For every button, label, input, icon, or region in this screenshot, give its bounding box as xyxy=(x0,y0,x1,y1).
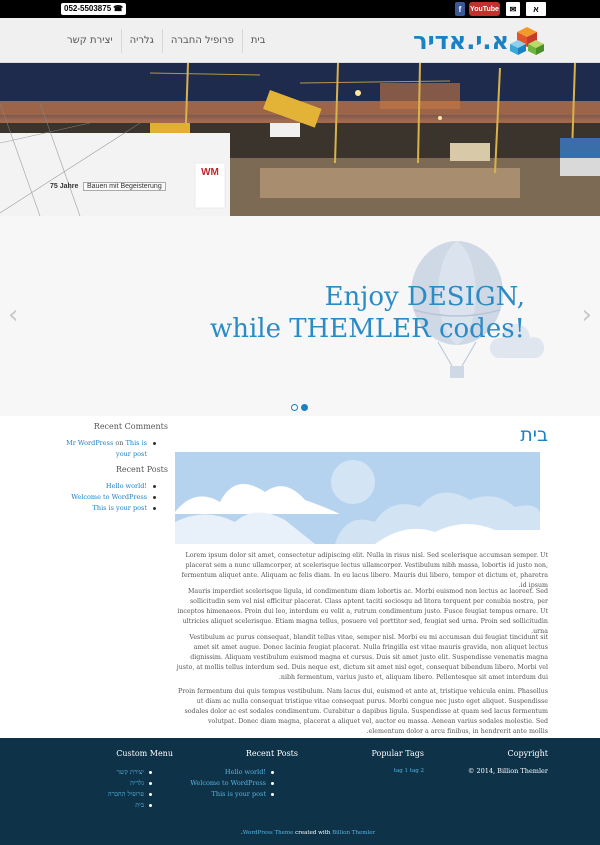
paragraph-1: Lorem ipsum dolor sit amet, consectetur adipiscing elit. Nulla in risus nisl. Sed scelerisque accumsan semper. Ut placerat sem a nunc ullamcorper, at scelerisque lectus ullamcorper. Vestibulum nibh massa, lobortis id justo non, fermentum aliquet ante. Aliquam ac felis diam. In eu lacus libero. Mauris dui libero, tempor et dictum et, pharetra id ipsum. xyxy=(181,552,548,589)
construction-scene xyxy=(0,63,600,216)
footer-post-link[interactable]: Hello world! xyxy=(190,767,266,778)
phone-text: 052-5503875 xyxy=(64,4,112,13)
balloon-icon xyxy=(402,238,552,388)
facebook-icon[interactable]: f xyxy=(455,2,465,16)
slider xyxy=(0,216,600,416)
recent-comments-heading: Recent Comments xyxy=(93,422,168,431)
footer-menu-item-profile[interactable]: פרופיל החברה xyxy=(107,790,144,798)
site-logo[interactable] xyxy=(394,24,550,58)
sidebar-post-link[interactable]: This is your post xyxy=(71,503,147,514)
footer-tags-heading: Popular Tags xyxy=(371,749,424,758)
footer-tags[interactable]: tag 1 tag 2 xyxy=(393,768,424,774)
footer-post-link[interactable]: Welcome to WordPress xyxy=(190,779,266,787)
footer-menu-heading: Custom Menu xyxy=(116,749,173,758)
footer-recent-posts-list xyxy=(190,767,266,800)
recent-posts-list xyxy=(71,481,147,514)
site-footer xyxy=(0,738,600,845)
mail-icon[interactable]: ✉ xyxy=(506,2,520,16)
page-title: בית xyxy=(520,424,548,446)
footer-recent-posts-heading: Recent Posts xyxy=(245,749,298,758)
footer-credits xyxy=(241,830,375,836)
youtube-icon[interactable]: YouTube xyxy=(469,2,500,16)
wordpress-theme-link[interactable]: WordPress Theme xyxy=(242,830,294,836)
footer-menu-item-contact[interactable]: יצירת קשר xyxy=(108,767,144,778)
site-header xyxy=(0,18,600,63)
nav-item-gallery[interactable]: גלריה xyxy=(121,29,162,53)
logo-text: א.י.אדיר xyxy=(413,27,509,55)
comment-author[interactable]: Mr WordPress xyxy=(66,439,114,447)
slider-next-arrow[interactable]: › xyxy=(581,300,592,330)
comment-item xyxy=(52,438,147,460)
footer-menu-list xyxy=(108,767,144,811)
sign-slogan: Bauen mit Begeisterung xyxy=(83,182,166,191)
cloud-banner-image xyxy=(175,452,540,544)
paragraph-4: Proin fermentum dui quis tempus vestibulum. Nam lacus dui, euismod et ante at, tristique vehicula enim. Phasellus ut diam ac nulla consequat tristique vitae consequat purus. Morbi congue nec justo eget aliquet. Suspendisse sodales dolor ac est sodales condimentum. Curabitur a dapibus ligula. Suspendisse at quam sed lacus fermentum volutpat. Donec diam magna, placerat a aliquet vel, auctor eu massa. Aenean varius sodales molestie. Sed elementum dolor a arcu finibus, in hendrerit ante mollis. xyxy=(178,688,548,735)
slider-dot-1[interactable] xyxy=(291,404,298,411)
sidebar-post-link[interactable]: Hello world! xyxy=(71,481,147,492)
comment-on: on xyxy=(115,439,124,447)
footer-menu-item-home[interactable]: בית xyxy=(108,800,144,811)
language-switch[interactable]: א xyxy=(526,2,546,16)
slider-prev-arrow[interactable]: ‹ xyxy=(8,300,19,330)
slide-headline-2: while THEMLER codes! xyxy=(209,314,525,344)
themler-link[interactable]: Billion Themler xyxy=(332,830,376,836)
phone-icon: ☎ xyxy=(113,4,124,13)
sidebar-post-link[interactable]: Welcome to WordPress xyxy=(71,493,147,501)
hero-construction-image xyxy=(0,63,600,216)
sign-logo: WM xyxy=(201,167,219,178)
nav-item-profile[interactable]: פרופיל החברה xyxy=(162,29,242,53)
top-bar xyxy=(0,0,600,18)
sign-year: 75 Jahre xyxy=(50,183,79,190)
cube-logo-icon xyxy=(510,26,544,56)
phone-number[interactable] xyxy=(61,3,126,15)
nav-item-contact[interactable]: יצירת קשר xyxy=(67,35,113,46)
slide-headline-1: Enjoy DESIGN, xyxy=(324,282,525,312)
footer-copyright-text: © 2014, Billion Themler xyxy=(467,767,548,775)
main-nav xyxy=(59,29,273,63)
paragraph-2: Mauris imperdiet scelerisque ligula, id condimentum diam lobortis ac. Morbi euismod non lectus ac laoreet. Sed sollicitudin sem vel nisl efficitur placerat. Class aptent taciti sociosqu ad litora torquent per conubia nostra, per inceptos himenaeos. Proin dui leo, interdum eu velit a, rutrum condimentum justo. Fusce feugiat tempus ornare. Ut ultricies aliquet scelerisque. Etiam magna tellus, posuere vel porttitor sed, feugiat sed urna. Proin sed sollicitudin urna. xyxy=(177,588,548,635)
footer-copyright-heading: Copyright xyxy=(507,749,548,758)
comment-post-link[interactable]: This is your post xyxy=(116,439,147,458)
paragraph-3: Vestibulum ac purus consequat, blandit tellus vitae, semper nisl. Morbi eu mi accumsan dui feugiat tincidunt sit amet sit amet augue. Donec lacinia feugiat placerat. Nulla fringilla est vitae mauris gravida, non aliquet lectus dignissim. Aliquam vestibulum euismod magna et cursus. Duis sit amet justo elit. Suspendisse venenatis magna justo, at mollis tellus interdum sed. Duis neque est, dictum sit amet nisl eget, consequat bibendum libero. Morbi vel nibh fermentum, varius justo et, aliquam libero. Pellentesque sit amet interdum dui. xyxy=(176,634,548,681)
slider-dot-2[interactable] xyxy=(301,404,308,411)
recent-comments-list xyxy=(52,438,147,460)
nav-item-home[interactable]: בית xyxy=(242,29,274,53)
credits-end: . xyxy=(241,830,243,836)
recent-posts-heading: Recent Posts xyxy=(115,465,168,474)
footer-post-link[interactable]: This is your post xyxy=(190,789,266,800)
footer-menu-item-gallery[interactable]: גלריה xyxy=(108,778,144,789)
credits-mid: created with xyxy=(295,830,331,836)
